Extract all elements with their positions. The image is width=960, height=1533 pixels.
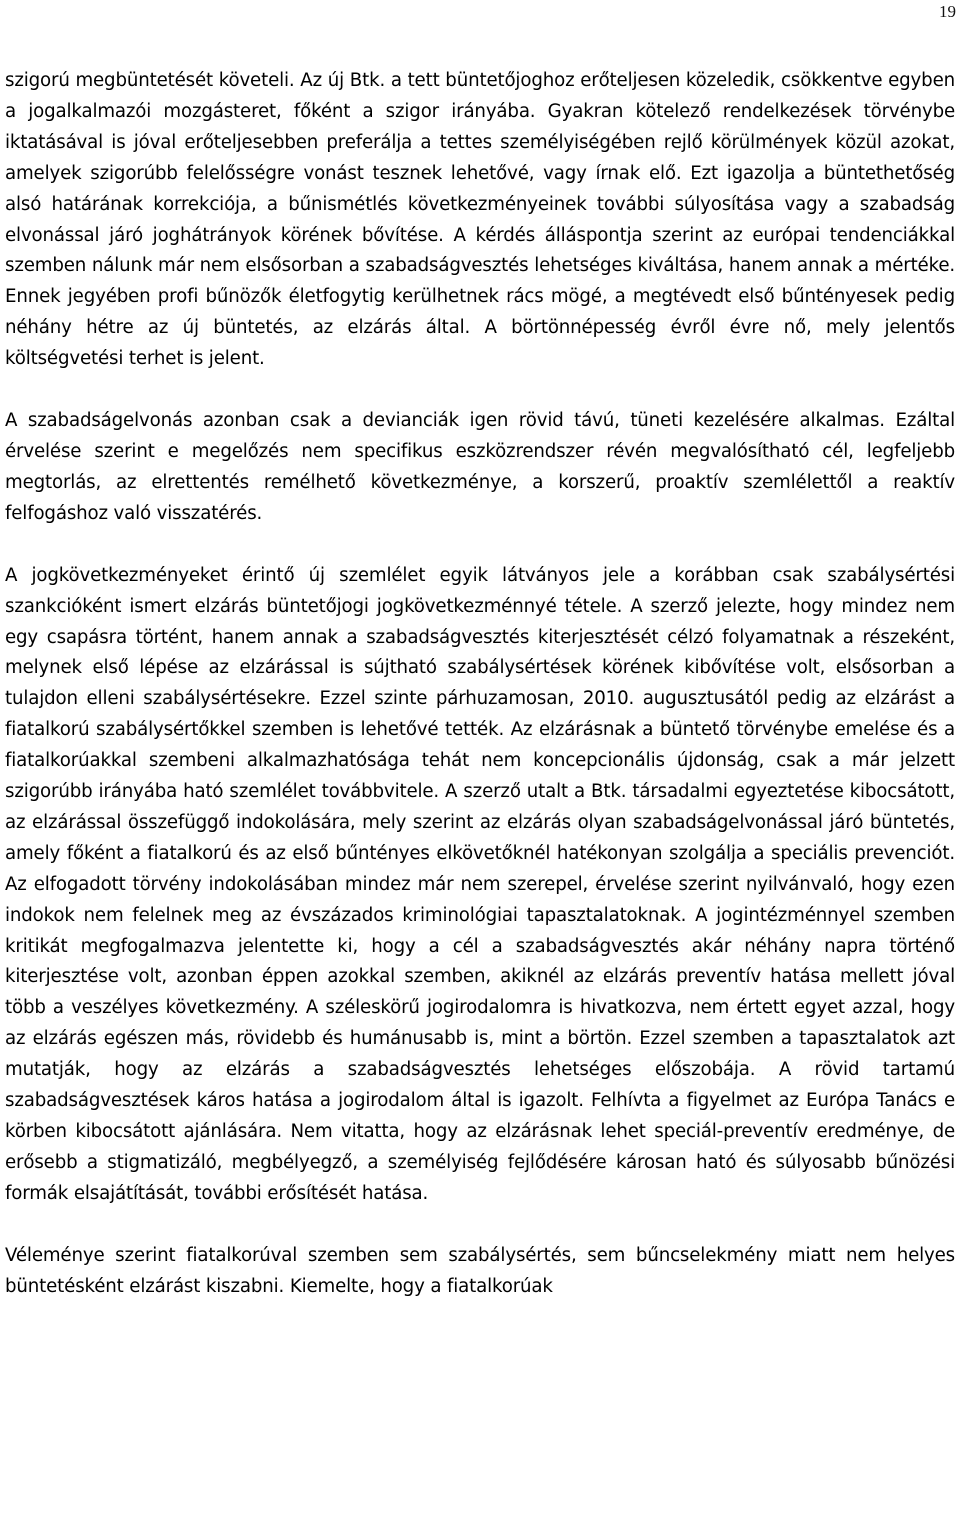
paragraph-1: szigorú megbüntetését követeli. Az új Btk. a tett büntetőjoghoz erőteljesen közeledik, csökkentve egyben a jogalkalmazói mozgásteret, főként a szigor irányába. Gyakran kötelező rendelkezések törvénybe iktatásával is jóval erőteljesebben preferálja a tettes személyiségében rejlő körülmények közül azokat, amelyek szigorúbb felelősségre vonást tesznek lehetővé, vagy írnak elő. Ezt igazolja a büntethetőség alsó határának korrekciója, a bűnismétlés következményeinek további súlyosítása vagy a szabadság elvonással járó joghátrányok körének bővítése. A kérdés álláspontja szerint az európai tendenciákkal szemben nálunk már nem elsősorban a szabadságvesztés lehetséges kiváltása, hanem annak a mértéke. Ennek jegyében profi bűnözők életfogytig kerülhetnek rács mögé, a megtévedt első bűntényesek pedig néhány hétre az új büntetés, az elzárás által. A börtönnépesség évről évre nő, mely jelentős költségvetési terhet is jelent.	[5, 70, 955, 370]
paragraph-4: Véleménye szerint fiatalkorúval szemben sem szabálysértés, sem bűncselekmény miatt nem helyes büntetésként elzárást kiszabni. Kiemelte, hogy a fiatalkorúak	[5, 1244, 955, 1297]
paragraph-3: A jogkövetkezményeket érintő új szemlélet egyik látványos jele a korábban csak szabálysértési szankcióként ismert elzárás büntetőjogi jogkövetkezménnyé tétele. A szerző jelezte, hogy mindez nem egy csapásra történt, hanem annak a szabadságvesztés kiterjesztését célzó folyamatnak a részeként, melynek első lépése az elzárással is sújtható szabálysértések körének kibővítése volt, elsősorban a tulajdon elleni szabálysértésekre. Ezzel szinte párhuzamosan, 2010. augusztusától pedig az elzárást a fiatalkorú szabálysértőkkel szemben is lehetővé tették. Az elzárásnak a büntető törvénybe emelése és a fiatalkorúakkal szembeni alkalmazhatósága tehát nem koncepcionális újdonság, csak a már jelzett szigorúbb irányába ható szemlélet továbbvitele. A szerző utalt a Btk. társadalmi egyeztetése kibocsátott, az elzárással összefüggő indokolására, mely szerint az elzárás olyan szabadságelvonással járó büntetés, amely főként a fiatalkorú és az első bűntényes elkövetőknél hatékonyan szolgálja a speciális prevenciót. Az elfogadott törvény indokolásában mindez már nem szerepel, érvelése szerint nyilvánvaló, hogy ezen indokok nem felelnek meg az évszázados kriminológiai tapasztalatoknak. A jogintézménnyel szemben kritikát megfogalmazva jelentette ki, hogy a cél a szabadságvesztés akár néhány napra történő kiterjesztése volt, azonban éppen azokkal szemben, akiknél az elzárás preventív hatása mellett jóval több a veszélyes következmény. A széleskörű jogirodalomra is hivatkozva, nem értett egyet azzal, hogy az elzárás egészen más, rövidebb és humánusabb is, mint a börtön. Ezzel szemben a tapasztalatok azt mutatják, hogy az elzárás a szabadságvesztés lehetséges előszobája. A rövid tartamú szabadságvesztések káros hatása a jogirodalom által is igazolt. Felhívta a figyelmet az Európa Tanács e körben kibocsátott ajánlására. Nem vitatta, hogy az elzárásnak lehet speciál-preventív eredménye, de erősebb a stigmatizáló, megbélyegző, a személyiség fejlődésére károsan ható és súlyosabb bűnözési formák elsajátítását, további erősítését hatása.	[5, 564, 955, 1204]
paragraph-2: A szabadságelvonás azonban csak a devianciák igen rövid távú, tüneti kezelésére alkalmas. Ezáltal érvelése szerint e megelőzés nem specifikus eszközrendszer révén megvalósítható cél, legfeljebb megtorlás, az elrettentés remélhető következménye, a korszerű, proaktív szemlélettől a reaktív felfogáshoz való visszatérés.	[5, 410, 955, 524]
document-body	[5, 66, 955, 1303]
page-number: 19	[939, 2, 956, 21]
